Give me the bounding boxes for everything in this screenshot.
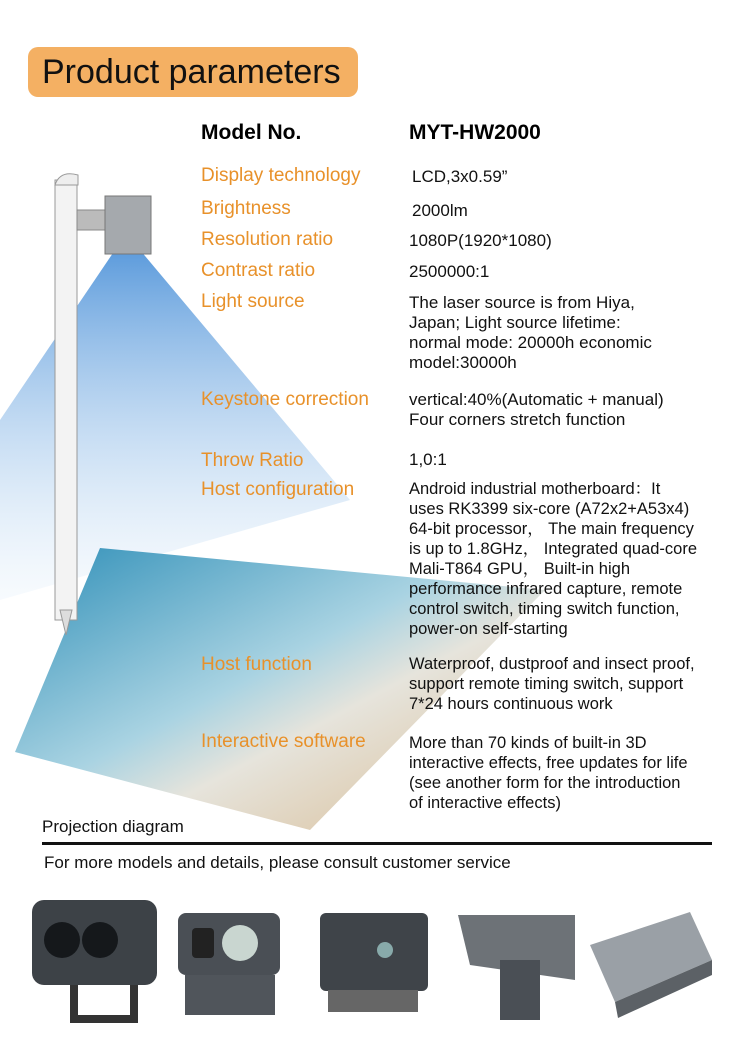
param-value-host-config: Android industrial motherboard：It uses RK3399 six-core (A72x2+A53x4) 64-bit processor， The main frequency is up to 1.8GHz， Integrated quad-core Mali-T864 GPU， Built-in high performance infrared capture, remote control switch, timing switch function, power-on self-starting <box>409 480 697 638</box>
param-label-interactive-software: Interactive software <box>201 731 366 752</box>
param-value-display: LCD,3x0.59” <box>412 167 508 186</box>
diagram-caption: Projection diagram <box>42 817 184 836</box>
product-photo-3 <box>320 913 428 1012</box>
param-label-contrast: Contrast ratio <box>201 260 316 281</box>
param-label-throw-ratio: Throw Ratio <box>201 450 304 471</box>
product-photo-2 <box>178 913 280 1015</box>
param-value-interactive-software: More than 70 kinds of built-in 3D interactive effects, free updates for life (see another form for the introduction of interactive effects) <box>409 734 688 812</box>
param-value-keystone: vertical:40%(Automatic + manual) Four corners stretch function <box>409 390 664 429</box>
page-title: Product parameters <box>28 47 358 97</box>
param-label-display: Display technology <box>201 165 361 186</box>
param-value-light-source: The laser source is from Hiya, Japan; Light source lifetime: normal mode: 20000h economic model:30000h <box>409 293 652 372</box>
param-value-brightness: 2000lm <box>412 201 468 220</box>
param-value-contrast: 2500000:1 <box>409 262 490 281</box>
param-value-throw-ratio: 1,0:1 <box>409 450 447 469</box>
param-label-host-function: Host function <box>201 654 312 675</box>
param-value-resolution: 1080P(1920*1080) <box>409 231 552 250</box>
param-label-resolution: Resolution ratio <box>201 229 334 250</box>
product-photo-5 <box>590 912 712 1018</box>
param-label-keystone: Keystone correction <box>201 389 369 410</box>
product-photo-4 <box>458 915 575 1020</box>
footer-note: For more models and details, please consult customer service <box>44 853 511 872</box>
param-label-host-config: Host configuration <box>201 479 355 500</box>
product-photo-1 <box>32 900 157 1023</box>
param-label-brightness: Brightness <box>201 198 291 219</box>
param-value-model: MYT-HW2000 <box>409 121 541 144</box>
param-label-model: Model No. <box>201 121 302 144</box>
param-value-host-function: Waterproof, dustproof and insect proof, support remote timing switch, support 7*24 hours continuous work <box>409 655 695 713</box>
param-label-light-source: Light source <box>201 291 305 312</box>
